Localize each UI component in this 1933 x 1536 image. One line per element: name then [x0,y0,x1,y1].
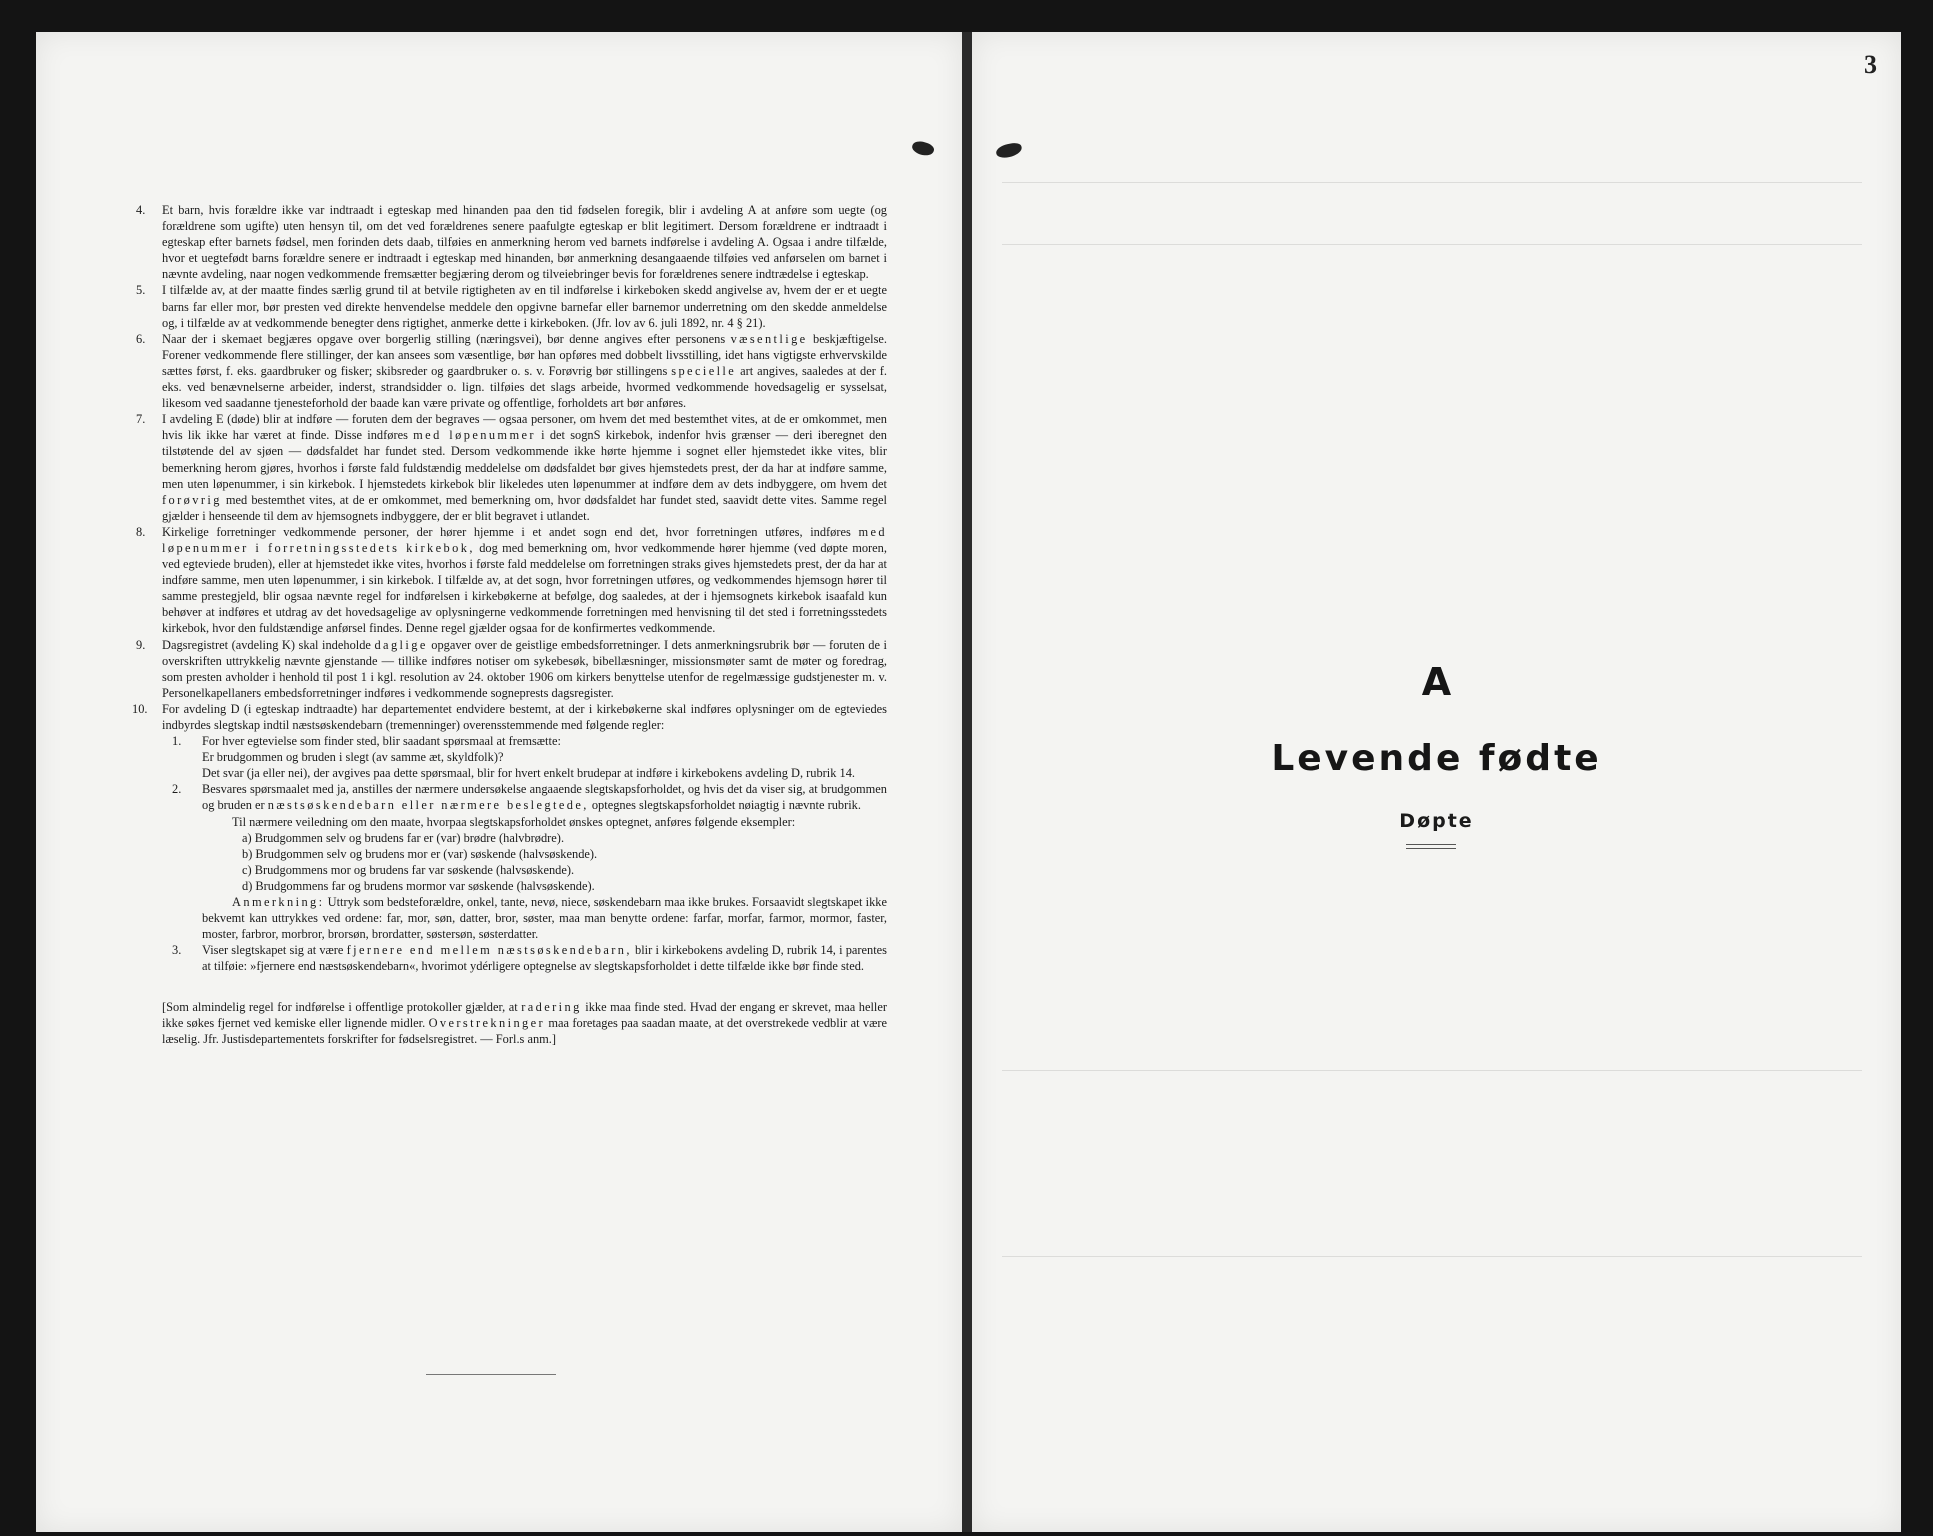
emphasis-text: næstsøskendebarn eller nærmere beslegtede, [267,798,589,813]
rule-number: 3. [172,943,182,958]
paragraph-text: beskjæftigelse. Forener vedkommende flere stillinger, der kan ansees som væsentlige, bør han opføres med dobbelt livsstilling, idet hans vigtigste erhvervskilde sættes først, f. eks. gaardbruker og fisker; skibsreder og gaardbruker o. s. v. Forøvrig bør stillingens [162,331,887,378]
subtitle-rule [1406,844,1456,845]
rule-2 [172,781,887,942]
rule-text: Besvares spørsmaalet med ja, anstilles der nærmere undersøkelse angaaende slegtskapsforholdet, og hvis det da viser sig, at brudgommen og bruden er [202,782,887,813]
rule-number: 2. [172,782,182,797]
rule-1 [172,733,887,781]
paragraph-text: Et barn, hvis forældre ikke var indtraadt i egteskap med hinanden paa den tid fødselen foregik, blir i avdeling A at anføre som uegte (og forældrene som ugifte) uten hensyn til, om det ved forældrenes senere paafulgte egteskap er blit legitimert. Dersom forældrene er indtraadt i egteskap efter barnets fødsel, men forinden dets daab, tilføies en anmerkning herom ved barnets indførelse i avdeling A. Ogsaa i andre tilfælde, hvor et uegtefødt barns forældre senere er indtraadt i egteskap med hinanden, bør anmerkning desangaaende tilføies ved anførselen om barnet i nævnte avdeling, naar nogen vedkommende fremsætter begjæring derom og tilveiebringer bevis for forældrenes senere indtrædelse i egteskap. [162,203,887,282]
rule-3 [172,942,888,974]
remark-label: Anmerkning: [232,895,325,910]
subtitle-rule [1406,848,1456,849]
examples-list [242,830,887,894]
paragraph-number: 8. [136,524,146,539]
paragraph-4 [136,202,887,282]
paragraph-7 [136,411,887,524]
example-item: a) Brudgommen selv og brudens far er (var) brødre (halvbrødre). [242,830,565,845]
left-page [36,32,962,1532]
paragraph-number: 4. [136,203,146,217]
emphasis-text: væsentlige [730,331,808,346]
emphasis-text: forøvrig [162,492,222,507]
rule-text: Viser slegtskapet sig at være [202,943,344,958]
rule-text: For hver egtevielse som finder sted, blir saadant spørsmaal at fremsætte: [202,734,561,749]
paragraph-text: Dagsregistret (avdeling K) skal indeholde [162,637,371,652]
paragraph-text: Kirkelige forretninger vedkommende personer, der hører hjemme i et andet sogn end det, hvor forretningen utføres, indføres [162,524,851,539]
paragraph-text: med bestemthet vites, at de er omkommet, med bemerkning om, hvor dødsfaldet har fundet sted, saavidt dette vites. Samme regel gjælder i henseende til dem av hjemsognets indbyggere, der er blit begravet i utlandet. [162,492,887,523]
note-text: [Som almindelig regel for indførelse i offentlige protokoller gjælder, at [162,999,518,1014]
closing-rule [426,1374,556,1375]
show-through-line [1002,1070,1862,1071]
paragraph-text: art angives, saaledes at der f. eks. ved benævnelserne arbeider, inderst, strandsidder o. lign. tilføies det slags arbeide, hvormed vedkommende hovedsagelig er sysselsat, likesom ved saadanne tjenesteforhold der baade kan være private og offentlige, forholdets art bør anføres. [162,363,887,411]
rule-number: 1. [172,734,182,749]
editor-note [142,999,887,1047]
instructions-text [132,202,888,1059]
paragraph-text: Naar der i skemaet begjæres opgave over borgerlig stilling (næringsvei), bør denne angives efter personens [162,331,726,346]
ink-blot [995,141,1023,159]
ink-blot [911,139,936,158]
emphasis-text: Overstrekninger [428,1015,546,1030]
rule-text: Til nærmere veiledning om den maate, hvorpaa slegtskapsforholdet ønskes optegnet, anføres følgende eksempler: [232,814,796,829]
rule-text: blir i kirkebokens avdeling D, rubrik 14, i parentes at tilføie: »fjernere end næstsøskendebarn«, hvorimot ydérligere optegnelse av slegtskapsforholdet i dette tilfælde ikke bør finde sted. [202,943,888,974]
paragraph-10 [132,701,888,975]
rule-text: Det svar (ja eller nei), der avgives paa dette spørsmaal, blir for hvert enkelt brudepar at indføre i kirkebokens avdeling D, rubrik 14. [202,766,856,781]
page-number: 3 [1864,50,1877,79]
section-subtitle: Døpte [1399,810,1474,832]
paragraph-text: dog med bemerkning om, hvor vedkommende hører hjemme (ved døpte moren, ved egteviede bruden), eller at hjemstedet ikke vites, hvorhos i første fald meddelelse om forretningen straks gives hjemstedets prest, der da har at indføre samme, men uten løpenummer, i sin kirkebok. I tilfælde av, at det sogn, hvor forretningen utføres, og vedkommendes hjemsogn hører til samme prestegjeld, blir ogsaa nævnte regel for indførelsen i kirkebøkerne at befølge, dog saaledes, at der i hjemsognets kirkebok isaafald kun behøver at indføres et utdrag av det hovedsagelige av oplysningerne vedkommende forretningen med henvisning til det sted i forretningsstedets kirkebok, hvor den fuldstændige anførsel findes. Denne regel gjælder ogsaa for de konfirmertes vedkommende. [162,540,887,636]
emphasis-text: fjernere end mellem næstsøskendebarn, [346,943,632,958]
paragraph-6 [136,331,887,411]
paragraph-text: For avdeling D (i egteskap indtraadte) har departementet endvidere bestemt, at der i kirkebøkerne skal indføres oplysninger om de egteviedes indbyrdes slegtskap indtil næstsøskendebarn (tremenninger) overensstemmende med følgende regler: [162,701,887,732]
paragraph-text: I tilfælde av, at der maatte findes særlig grund til at betvile rigtigheten av en til indførelse i kirkeboken skedd angivelse av, hvem der er et uegte barns far eller mor, bør presten ved direkte henvendelse meddele den opgivne barnefar eller barnemor underretning om den skedde anmeldelse og, i tilfælde av at vedkommende benegter dens rigtighet, anmerke dette i kirkeboken. (Jfr. lov av 6. juli 1892, nr. 4 § 21). [162,283,887,330]
paragraph-8 [136,524,887,637]
right-page [972,32,1901,1532]
rule-text: Er brudgommen og bruden i slegt (av samme æt, skyldfolk)? [202,750,504,765]
emphasis-text: specielle [671,363,737,378]
example-item: c) Brudgommens mor og brudens far var søskende (halvsøskende). [242,862,575,877]
paragraph-number: 9. [136,637,146,652]
paragraph-number: 7. [136,412,146,427]
note-text: maa foretages paa saadan maate, at det overstrekede vedblir at være læselig. Jfr. Justisdepartementets forskrifter for fødselsregistret. — Forl.s anm.] [162,1015,887,1046]
book-gutter [962,32,972,1532]
remark-text: Uttryk som bedsteforældre, onkel, tante, nevø, niece, søskendebarn maa ikke brukes. Forsaavidt slegtskapet ikke bekvemt kan uttrykkes ved ordene: far, mor, søn, datter, bror, søster, maa man benytte ordene: farfar, morfar, farmor, mormor, faster, moster, farbror, morbror, brorsøn, brordatter, søstersøn, søsterdatter. [202,895,887,942]
show-through-line [1002,244,1862,245]
paragraph-number: 5. [136,283,146,298]
show-through-line [1002,182,1862,183]
emphasis-text: daglige [374,637,428,652]
note-text: ikke maa finde sted. Hvad der engang er skrevet, maa heller ikke søkes fjernet ved kemiske eller lignende midler. [162,999,887,1030]
paragraph-text: i det sognS kirkebok, indenfor hvis grænser — deri iberegnet den tilstøtende del av sjøen — dødsfaldet har fundet sted. Dersom vedkommende ikke hørte hjemme i sognet eller hjemstedet ikke vites, blir bemerkning herom gjøres, hvorhos i første fald fuldstændig meddelelse om dødsfaldet bør gives hjemstedets prest, der da har at indføre samme, men uten løpenummer, i sin kirkebok. I hjemstedets kirkebok blir likeledes uten løpenummer at indføre dem av dets indbyggere, om hvem det [162,428,887,491]
example-item: d) Brudgommens far og brudens mormor var søskende (halvsøskende). [242,878,595,893]
example-item: b) Brudgommen selv og brudens mor er (var) søskende (halvsøskende). [242,846,598,861]
emphasis-text: med løpenummer i forretningsstedets kirkebok, [162,524,887,555]
paragraph-number: 10. [132,701,148,716]
paragraph-text: I avdeling E (døde) blir at indføre — foruten dem der begraves — ogsaa personer, om hvem det med bestemthet vites, at de er omkommet, men hvis lik ikke har været at finde. Disse indføres [162,412,887,443]
paragraph-text: opgaver over de geistlige embedsforretninger. I dets anmerkningsrubrik bør — foruten de i overskriften uttrykkelig nævnte gjenstande — tillike indføres notiser om sykebesøk, bibellæsninger, missionsmøter samt de møter og foredrag, som presten avholder i henhold til post 1 i kgl. resolution av 24. oktober 1906 om kirkers benyttelse utenfor de regelmæssige gudstjenester m. v. Personelkapellaners embedsforretninger indføres i vedkommende sogneprests dagsregister. [162,637,887,700]
emphasis-text: radering [521,999,582,1014]
paragraph-5 [136,282,887,330]
section-title: Levende fødte [1271,738,1602,779]
emphasis-text: med løpenummer [413,428,536,443]
show-through-line [1002,1256,1862,1257]
paragraph-number: 6. [136,331,146,346]
section-letter: A [1421,660,1452,704]
rule-text: optegnes slegtskapsforholdet nøiagtig i nævnte rubrik. [591,798,861,813]
paragraph-9 [136,637,887,701]
